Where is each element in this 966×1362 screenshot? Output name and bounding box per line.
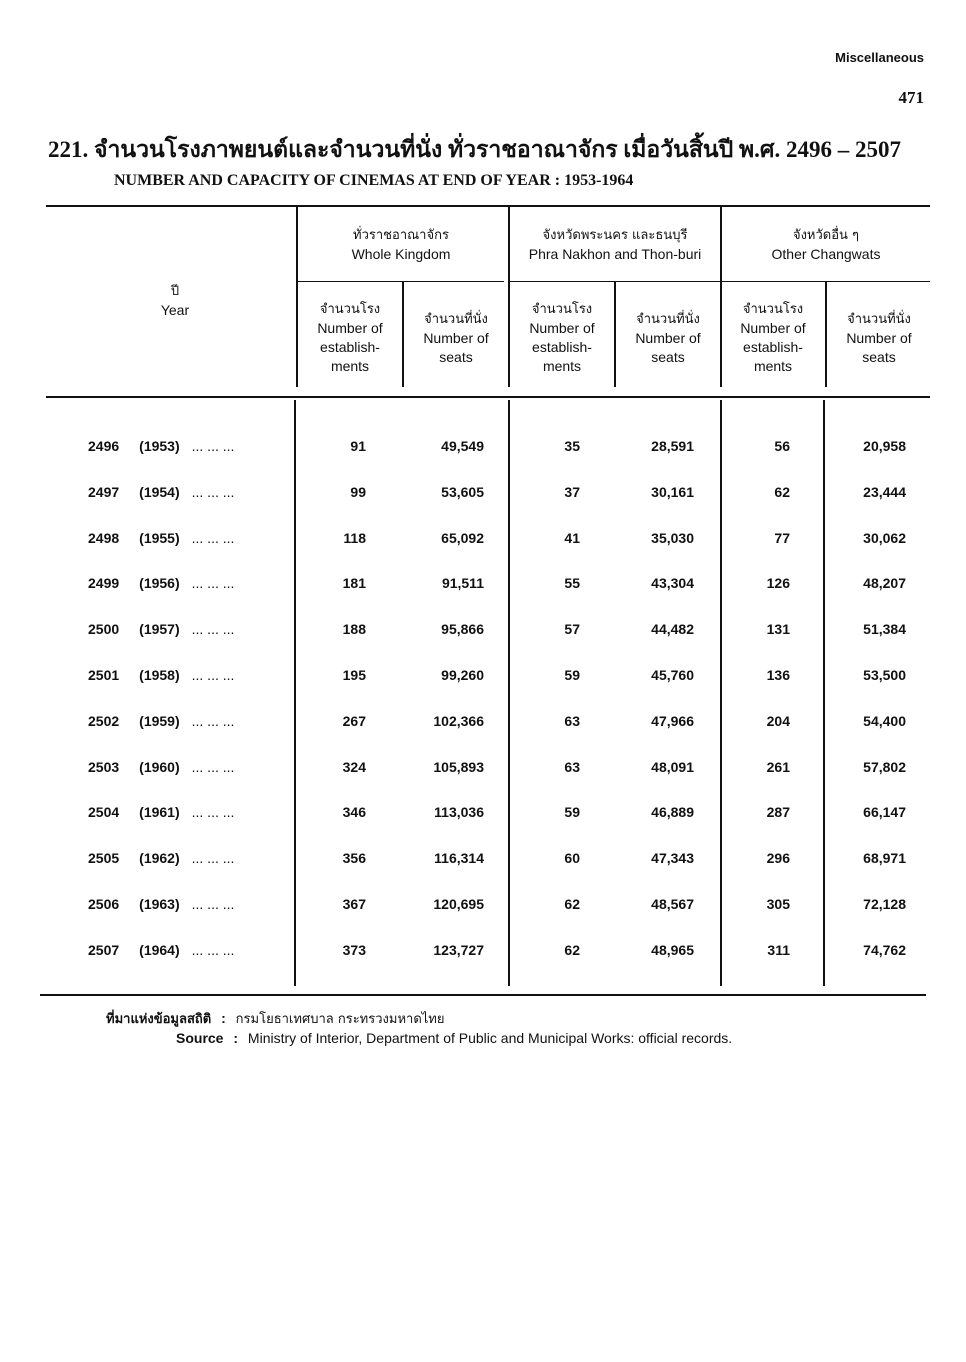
cell-seats-other-changwats: 72,128	[863, 896, 906, 912]
subheader-seats-3	[827, 310, 931, 367]
cell-seats-whole-kingdom: 53,605	[441, 484, 484, 500]
row-year	[88, 484, 234, 500]
row-year	[88, 575, 234, 591]
year-be: 2500	[88, 621, 120, 637]
cell-seats-phra-nakhon: 48,965	[651, 942, 694, 958]
table-title-english: NUMBER AND CAPACITY OF CINEMAS AT END OF YEAR : 1953-1964	[114, 172, 634, 189]
subheader-establishments-2	[512, 300, 612, 376]
source-colon: :	[233, 1030, 239, 1046]
subheader-english: Number of seats	[423, 330, 489, 365]
subheader-english: Number of establish- ments	[529, 320, 595, 374]
year-be: 2503	[88, 759, 120, 775]
year-be: 2504	[88, 804, 120, 820]
cell-establishments-whole-kingdom: 267	[342, 713, 366, 729]
source-thai	[106, 1008, 444, 1029]
cell-establishments-phra-nakhon: 59	[564, 804, 580, 820]
cell-seats-phra-nakhon: 43,304	[651, 575, 694, 591]
year-ce: (1954)	[139, 484, 180, 500]
cell-establishments-whole-kingdom: 99	[350, 484, 366, 500]
leader-dots: ... ... ...	[191, 530, 235, 546]
cell-establishments-whole-kingdom: 367	[342, 896, 366, 912]
row-year	[88, 621, 234, 637]
cell-establishments-other-changwats: 296	[766, 850, 790, 866]
leader-dots: ... ... ...	[191, 713, 235, 729]
title-thai-text: จำนวนโรงภาพยนต์และจำนวนที่นั่ง ทั่วราชอาณาจักร เมื่อวันสิ้นปี พ.ศ. 2496 – 2507	[94, 137, 901, 162]
cell-establishments-whole-kingdom: 188	[342, 621, 366, 637]
year-ce: (1959)	[139, 713, 180, 729]
cell-establishments-other-changwats: 136	[766, 667, 790, 683]
cell-seats-whole-kingdom: 120,695	[433, 896, 484, 912]
year-ce: (1962)	[139, 850, 180, 866]
cell-seats-whole-kingdom: 99,260	[441, 667, 484, 683]
cell-seats-other-changwats: 57,802	[863, 759, 906, 775]
cell-establishments-other-changwats: 287	[766, 804, 790, 820]
cell-seats-whole-kingdom: 65,092	[441, 530, 484, 546]
row-year	[88, 804, 234, 820]
year-be: 2502	[88, 713, 120, 729]
cell-seats-phra-nakhon: 30,161	[651, 484, 694, 500]
year-header-english: Year	[160, 302, 190, 318]
year-be: 2497	[88, 484, 120, 500]
cell-establishments-phra-nakhon: 60	[564, 850, 580, 866]
source-text-thai: กรมโยธาเทศบาล กระทรวงมหาดไทย	[235, 1012, 445, 1027]
year-be: 2498	[88, 530, 120, 546]
cell-seats-other-changwats: 74,762	[863, 942, 906, 958]
cell-establishments-whole-kingdom: 356	[342, 850, 366, 866]
cell-seats-whole-kingdom: 123,727	[433, 942, 484, 958]
row-year	[88, 759, 234, 775]
cell-establishments-phra-nakhon: 59	[564, 667, 580, 683]
cell-establishments-whole-kingdom: 91	[350, 438, 366, 454]
year-header	[120, 282, 230, 320]
source-label-english: Source	[176, 1030, 224, 1046]
row-year	[88, 530, 234, 546]
cell-establishments-whole-kingdom: 346	[342, 804, 366, 820]
group-header-phra-nakhon	[510, 226, 720, 264]
cell-establishments-phra-nakhon: 35	[564, 438, 580, 454]
table-number: 221.	[48, 137, 89, 162]
leader-dots: ... ... ...	[191, 804, 235, 820]
group-header-thai: ทั่วราชอาณาจักร	[353, 228, 449, 243]
subheader-english: Number of establish- ments	[740, 320, 806, 374]
group-header-other-changwats	[722, 226, 930, 264]
year-ce: (1961)	[139, 804, 180, 820]
cell-seats-whole-kingdom: 95,866	[441, 621, 484, 637]
leader-dots: ... ... ...	[191, 942, 235, 958]
leader-dots: ... ... ...	[191, 621, 235, 637]
subheader-thai: จำนวนที่นั่ง	[424, 312, 488, 327]
year-be: 2501	[88, 667, 120, 683]
cell-establishments-whole-kingdom: 195	[342, 667, 366, 683]
cell-seats-whole-kingdom: 113,036	[434, 804, 484, 820]
subheader-establishments-1	[300, 300, 400, 376]
table-top-rule	[46, 205, 930, 207]
cell-establishments-other-changwats: 126	[766, 575, 790, 591]
cell-establishments-whole-kingdom: 324	[342, 759, 366, 775]
cell-establishments-whole-kingdom: 181	[342, 575, 366, 591]
source-label-thai: ที่มาแห่งข้อมูลสถิติ	[106, 1012, 212, 1027]
group-header-thai: จังหวัดพระนคร และธนบุรี	[542, 228, 688, 243]
subheader-thai: จำนวนโรง	[319, 302, 381, 317]
cell-seats-phra-nakhon: 44,482	[651, 621, 694, 637]
year-be: 2496	[88, 438, 120, 454]
cell-establishments-other-changwats: 56	[774, 438, 790, 454]
cell-seats-other-changwats: 53,500	[863, 667, 906, 683]
year-ce: (1953)	[139, 438, 180, 454]
subheader-thai: จำนวนโรง	[531, 302, 593, 317]
year-ce: (1958)	[139, 667, 180, 683]
cell-seats-phra-nakhon: 35,030	[651, 530, 694, 546]
group-header-english: Phra Nakhon and Thon-buri	[528, 246, 702, 262]
cell-establishments-phra-nakhon: 57	[564, 621, 580, 637]
subheader-establishments-3	[722, 300, 824, 376]
group-header-whole-kingdom	[298, 226, 504, 264]
cell-seats-other-changwats: 48,207	[863, 575, 906, 591]
leader-dots: ... ... ...	[191, 438, 235, 454]
cell-establishments-phra-nakhon: 37	[564, 484, 580, 500]
row-year	[88, 667, 234, 683]
year-ce: (1963)	[139, 896, 180, 912]
cell-seats-other-changwats: 54,400	[863, 713, 906, 729]
source-text-english: Ministry of Interior, Department of Public and Municipal Works: official records.	[247, 1030, 733, 1046]
cell-seats-whole-kingdom: 91,511	[441, 575, 484, 591]
cell-seats-whole-kingdom: 116,314	[434, 850, 484, 866]
cell-seats-phra-nakhon: 46,889	[651, 804, 694, 820]
cell-seats-phra-nakhon: 47,343	[651, 850, 694, 866]
leader-dots: ... ... ...	[191, 484, 235, 500]
year-be: 2506	[88, 896, 120, 912]
year-ce: (1960)	[139, 759, 180, 775]
source-colon: :	[221, 1010, 226, 1026]
group-header-thai: จังหวัดอื่น ๆ	[792, 228, 860, 243]
cell-establishments-other-changwats: 62	[774, 484, 790, 500]
source-english	[176, 1030, 732, 1046]
year-be: 2499	[88, 575, 120, 591]
subheader-english: Number of establish- ments	[317, 320, 383, 374]
subheader-english: Number of seats	[635, 330, 701, 365]
row-year	[88, 850, 234, 866]
row-year	[88, 713, 234, 729]
year-ce: (1964)	[139, 942, 180, 958]
year-header-thai: ปี	[170, 284, 180, 299]
cell-seats-other-changwats: 23,444	[863, 484, 906, 500]
cell-establishments-other-changwats: 204	[766, 713, 790, 729]
cell-establishments-phra-nakhon: 63	[564, 759, 580, 775]
cell-seats-whole-kingdom: 49,549	[441, 438, 484, 454]
year-ce: (1955)	[139, 530, 180, 546]
year-ce: (1956)	[139, 575, 180, 591]
table-bottom-rule	[40, 994, 926, 996]
subheader-thai: จำนวนที่นั่ง	[636, 312, 700, 327]
cell-establishments-other-changwats: 305	[766, 896, 790, 912]
cell-seats-other-changwats: 66,147	[863, 804, 906, 820]
group-underline-1	[298, 281, 504, 282]
leader-dots: ... ... ...	[191, 896, 235, 912]
table-title-thai	[48, 132, 901, 168]
cell-establishments-phra-nakhon: 62	[564, 896, 580, 912]
header-bottom-rule	[46, 396, 930, 398]
cell-establishments-phra-nakhon: 55	[564, 575, 580, 591]
group-header-english: Whole Kingdom	[351, 246, 451, 262]
group-header-english: Other Changwats	[771, 246, 881, 262]
row-year	[88, 438, 234, 454]
cell-establishments-whole-kingdom: 118	[343, 530, 366, 546]
cell-seats-other-changwats: 30,062	[863, 530, 906, 546]
cell-establishments-phra-nakhon: 62	[564, 942, 580, 958]
leader-dots: ... ... ...	[191, 667, 235, 683]
cell-seats-other-changwats: 68,971	[863, 850, 906, 866]
cell-establishments-phra-nakhon: 41	[564, 530, 580, 546]
row-year	[88, 896, 234, 912]
section-label: Miscellaneous	[835, 50, 924, 65]
cell-seats-other-changwats: 20,958	[863, 438, 906, 454]
cell-seats-phra-nakhon: 28,591	[651, 438, 694, 454]
cell-seats-phra-nakhon: 48,091	[651, 759, 694, 775]
cell-establishments-other-changwats: 261	[766, 759, 790, 775]
year-be: 2507	[88, 942, 120, 958]
page-number: 471	[898, 88, 924, 107]
cell-establishments-other-changwats: 311	[767, 942, 790, 958]
cell-seats-phra-nakhon: 47,966	[651, 713, 694, 729]
leader-dots: ... ... ...	[191, 759, 235, 775]
cell-establishments-other-changwats: 77	[774, 530, 790, 546]
subheader-thai: จำนวนที่นั่ง	[847, 312, 911, 327]
cell-seats-whole-kingdom: 105,893	[433, 759, 484, 775]
cell-seats-whole-kingdom: 102,366	[433, 713, 484, 729]
cell-establishments-whole-kingdom: 373	[342, 942, 366, 958]
subheader-thai: จำนวนโรง	[742, 302, 804, 317]
row-year	[88, 942, 234, 958]
year-be: 2505	[88, 850, 120, 866]
leader-dots: ... ... ...	[191, 850, 235, 866]
leader-dots: ... ... ...	[191, 575, 235, 591]
cell-establishments-other-changwats: 131	[766, 621, 790, 637]
cell-establishments-phra-nakhon: 63	[564, 713, 580, 729]
cell-seats-phra-nakhon: 48,567	[651, 896, 694, 912]
year-ce: (1957)	[139, 621, 180, 637]
cell-seats-phra-nakhon: 45,760	[651, 667, 694, 683]
subheader-english: Number of seats	[846, 330, 912, 365]
subheader-seats-2	[616, 310, 720, 367]
cell-seats-other-changwats: 51,384	[863, 621, 906, 637]
subheader-seats-1	[404, 310, 508, 367]
